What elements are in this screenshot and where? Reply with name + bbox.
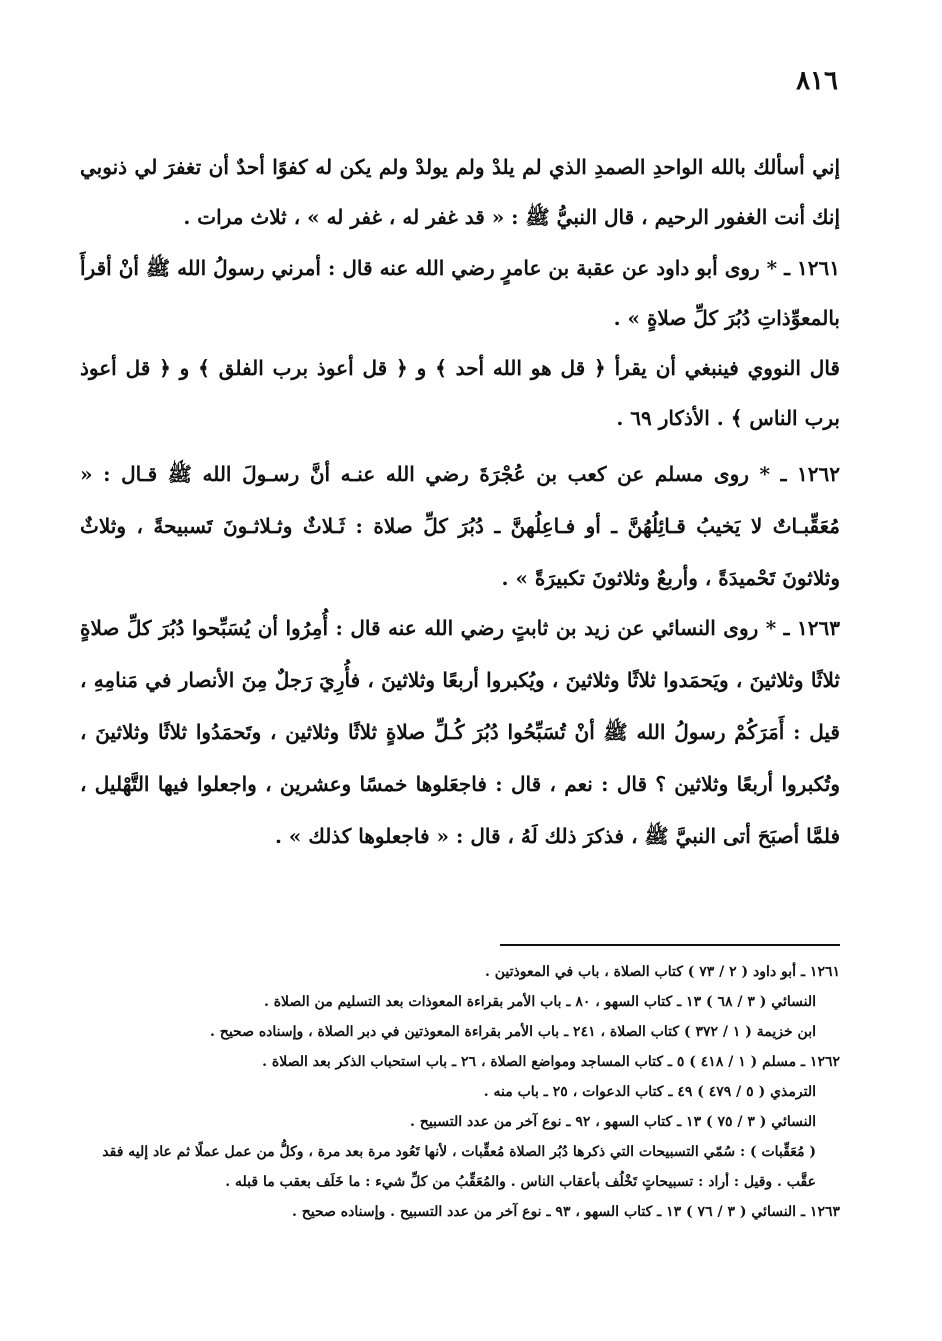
paragraph-text: إني أسألك بالله الواحدِ الصمدِ الذي لم يلدْ ولم يولدْ ولم يكن له كفوًا أحدٌ أن تغفرَ لي ذنوبي إنك أنت الغفور الرحيم ، قال النبيُّ ﷺ : « قد غفر له ، غفر له » ، ثلاث مرات . — [80, 155, 840, 229]
footnote: النسائي ( ٣ / ٦٨ ) ١٣ ـ كتاب السهو ، ٨٠ ـ باب الأمر بقراءة المعوذات بعد التسليم من الصلاة . — [263, 994, 816, 1010]
paragraph-nawawi — [80, 343, 840, 443]
paragraph-1262 — [80, 448, 840, 604]
paragraph-text: قال النووي فينبغي أن يقرأ ﴿ قل هو الله أحد ﴾ و ﴿ قل أعوذ برب الفلق ﴾ و ﴿ قل أعوذ برب الناس ﴾ . الأذكار ٦٩ . — [80, 356, 840, 430]
footnote: النسائي ( ٣ / ٧٥ ) ١٣ ـ كتاب السهو ، ٩٢ ـ نوع آخر من عدد التسبيح . — [410, 1114, 816, 1130]
paragraph-1263 — [80, 602, 840, 862]
paragraph-text: ١٢٦٢ ـ * روى مسلم عن كعب بن عُجْرَةَ رضي الله عنـه أنَّ رسـولَ الله ﷺ قـال : « مُعَقِّبـاتٌ لا يَخيبُ قـائِلُهُنَّ ـ أو فـاعِلُهنَّ ـ دُبُرَ كلِّ صلاة : ثَـلاثٌ وثـلاثـونَ تَسبيحةً ، وثلاثٌ وثلاثونَ تَحْميدَةً ، وأربعٌ وثلاثونَ تكبيرَةً » . — [80, 462, 840, 590]
paragraph-text: ١٢٦٣ ـ * روى النسائي عن زيد بن ثابتٍ رضي الله عنه قال : أُمِرُوا أن يُسَبِّحوا دُبُرَ كلِّ صلاةٍ ثلاثًا وثلاثينَ ، ويَحمَدوا ثلاثًا وثلاثينَ ، ويُكبروا أربعًا وثلاثينَ ، فأُرِيَ رَجلٌ مِنَ الأنصار في مَنامِهِ ، قيل : أَمَرَكُمْ رسولُ الله ﷺ أنْ تُسَبِّحُوا دُبُرَ كُـلِّ صلاةٍ ثلاثًا وثلاثين ، وتَحمَدُوا ثلاثًا وثلاثينَ ، وتُكبروا أربعًا وثلاثين ؟ قال : نعم ، قال : فاجعَلوها خمسًا وعشرين ، واجعلوا فيها التَّهْليل ، فلمَّا أصبَحَ أتى النبيَّ ﷺ ، فذكرَ ذلك لَهُ ، قال : « فاجعلوها كذلك » . — [80, 616, 840, 848]
paragraph-1 — [80, 142, 840, 242]
footnotes — [80, 957, 840, 1227]
paragraph-text: ١٢٦١ ـ * روى أبو داود عن عقبة بن عامرٍ رضي الله عنه قال : أمرني رسولُ الله ﷺ أنْ أقرأَ بالمعوِّذاتِ دُبُرَ كلِّ صلاةٍ » . — [80, 256, 840, 330]
page-number: ٨١٦ — [796, 66, 838, 96]
paragraph-1261 — [80, 243, 840, 343]
footnote: ١٢٦١ ـ أبو داود ( ٢ / ٧٣ ) كتاب الصلاة ، باب في المعوذتين . — [484, 964, 840, 980]
footnote-divider — [500, 944, 840, 946]
footnote: ( مُعَقِّبات ) : سُمّي التسبيحات التي ذكرها دُبُر الصلاة مُعقِّبات ، لأنها تَعُود مرة بعد مرة ، وكلُّ من عمل عملًا ثم عاد إليه فقد عقَّب . وقيل : أراد : تسبيحاتٍ تَخْلُف بأعقاب الناس . والمُعَقِّبُ من كلِّ شيء : ما خَلَف بعقب ما قبله . — [102, 1144, 816, 1190]
footnote: ١٢٦٣ ـ النسائي ( ٣ / ٧٦ ) ١٣ ـ كتاب السهو ، ٩٣ ـ نوع آخر من عدد التسبيح . وإسناده صحيح . — [292, 1204, 840, 1220]
footnote: ابن خزيمة ( ١ / ٣٧٢ ) كتاب الصلاة ، ٢٤١ ـ باب الأمر بقراءة المعوذتين في دبر الصلاة ، وإسناده صحيح . — [210, 1024, 816, 1040]
footnote: ١٢٦٢ ـ مسلم ( ١ / ٤١٨ ) ٥ ـ كتاب المساجد ومواضع الصلاة ، ٢٦ ـ باب استحباب الذكر بعد الصلاة . — [262, 1054, 840, 1070]
footnote: الترمذي ( ٥ / ٤٧٩ ) ٤٩ ـ كتاب الدعوات ، ٢٥ ـ باب منه . — [483, 1084, 816, 1100]
